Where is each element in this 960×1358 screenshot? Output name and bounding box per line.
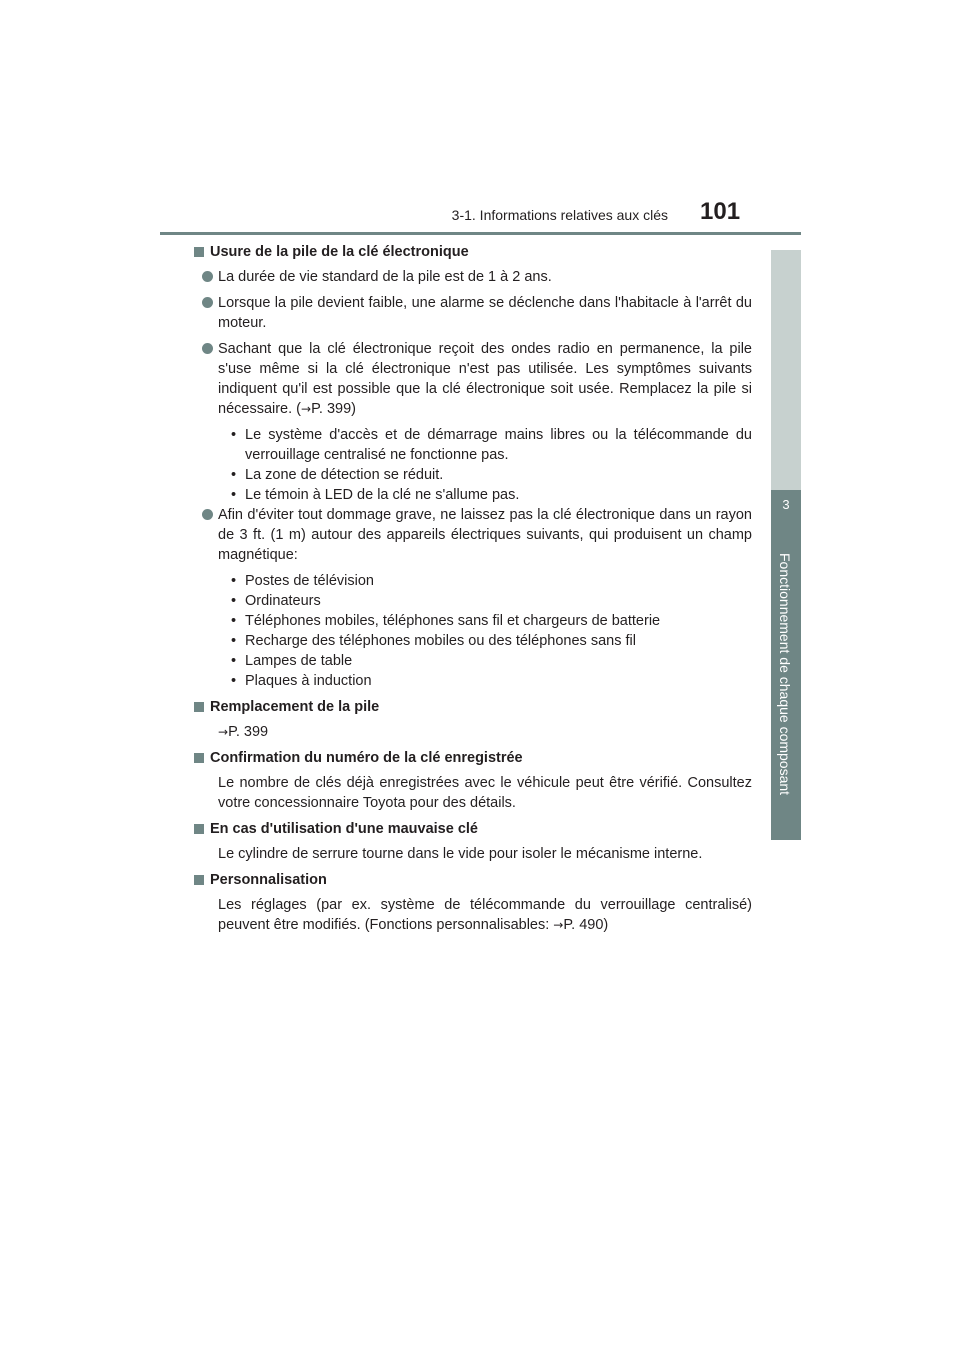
arrow-icon: → bbox=[301, 402, 312, 416]
sub-list-item: • Téléphones mobiles, téléphones sans fil et chargeurs de batterie bbox=[231, 613, 661, 629]
sub-list-item: • Le témoin à LED de la clé ne s'allume pas. bbox=[231, 487, 520, 503]
paragraph: Les réglages (par ex. système de télécommande du verrouillage centralisé) peuvent être modifiés. (Fonctions personnalisables: →P. 490) bbox=[218, 897, 752, 933]
square-bullet-icon bbox=[194, 247, 204, 257]
round-bullet-icon bbox=[202, 509, 213, 520]
chapter-title: Fonctionnement de chaque composant bbox=[777, 553, 793, 796]
paragraph: Le nombre de clés déjà enregistrées avec le véhicule peut être vérifié. Consultez votre concessionnaire Toyota pour des détails. bbox=[218, 775, 752, 811]
arrow-icon: → bbox=[218, 725, 229, 739]
list-item: Lorsque la pile devient faible, une alarme se déclenche dans l'habitacle à l'arrêt du moteur. bbox=[218, 293, 752, 333]
section-heading: Remplacement de la pile bbox=[210, 697, 752, 717]
page-reference[interactable]: P. 490) bbox=[563, 917, 609, 933]
header-divider bbox=[160, 232, 801, 235]
chapter-number: 3 bbox=[782, 497, 790, 512]
list-item: Sachant que la clé électronique reçoit des ondes radio en permanence, la pile s'use même si la clé électronique n'est pas utilisée. Les symptômes suivants indiquent qu'il est possible que la clé électronique soit usée. Remplacez la pile si nécessaire. (→P. 399) bbox=[218, 339, 752, 419]
square-bullet-icon bbox=[194, 875, 204, 885]
list-item: La durée de vie standard de la pile est de 1 à 2 ans. bbox=[218, 267, 752, 287]
list-item: Afin d'éviter tout dommage grave, ne laissez pas la clé électronique dans un rayon de 3 ft. (1 m) autour des appareils électriques suivants, qui produisent un champ magnétique: bbox=[218, 505, 752, 565]
page-reference[interactable]: P. 399) bbox=[311, 401, 356, 417]
arrow-icon: → bbox=[553, 918, 564, 932]
square-bullet-icon bbox=[194, 753, 204, 763]
side-tab-upper bbox=[771, 250, 801, 490]
section-heading: Confirmation du numéro de la clé enregistrée bbox=[210, 748, 752, 768]
page-body bbox=[210, 242, 752, 941]
section-heading: En cas d'utilisation d'une mauvaise clé bbox=[210, 819, 752, 839]
sub-list-item: • Recharge des téléphones mobiles ou des téléphones sans fil bbox=[231, 633, 636, 649]
round-bullet-icon bbox=[202, 297, 213, 308]
page-number: 101 bbox=[700, 198, 741, 225]
sub-list-item: • La zone de détection se réduit. bbox=[231, 467, 444, 483]
round-bullet-icon bbox=[202, 343, 213, 354]
sub-list-item: • Lampes de table bbox=[231, 653, 353, 669]
section-title: 3-1. Informations relatives aux clés bbox=[451, 207, 668, 223]
sub-list-item: • Plaques à induction bbox=[231, 673, 372, 689]
round-bullet-icon bbox=[202, 271, 213, 282]
section-heading: Usure de la pile de la clé électronique bbox=[210, 242, 752, 262]
sub-list-item: • Le système d'accès et de démarrage mains libres ou la télécommande du verrouillage centralisé ne fonctionne pas. bbox=[231, 427, 752, 463]
paragraph: Le cylindre de serrure tourne dans le vide pour isoler le mécanisme interne. bbox=[218, 846, 703, 862]
square-bullet-icon bbox=[194, 702, 204, 712]
section-heading: Personnalisation bbox=[210, 870, 752, 890]
sub-list-item: • Postes de télévision bbox=[231, 573, 374, 589]
sub-list-item: • Ordinateurs bbox=[231, 593, 321, 609]
square-bullet-icon bbox=[194, 824, 204, 834]
page-reference[interactable]: P. 399 bbox=[228, 724, 269, 740]
page-reference-line bbox=[218, 722, 752, 742]
